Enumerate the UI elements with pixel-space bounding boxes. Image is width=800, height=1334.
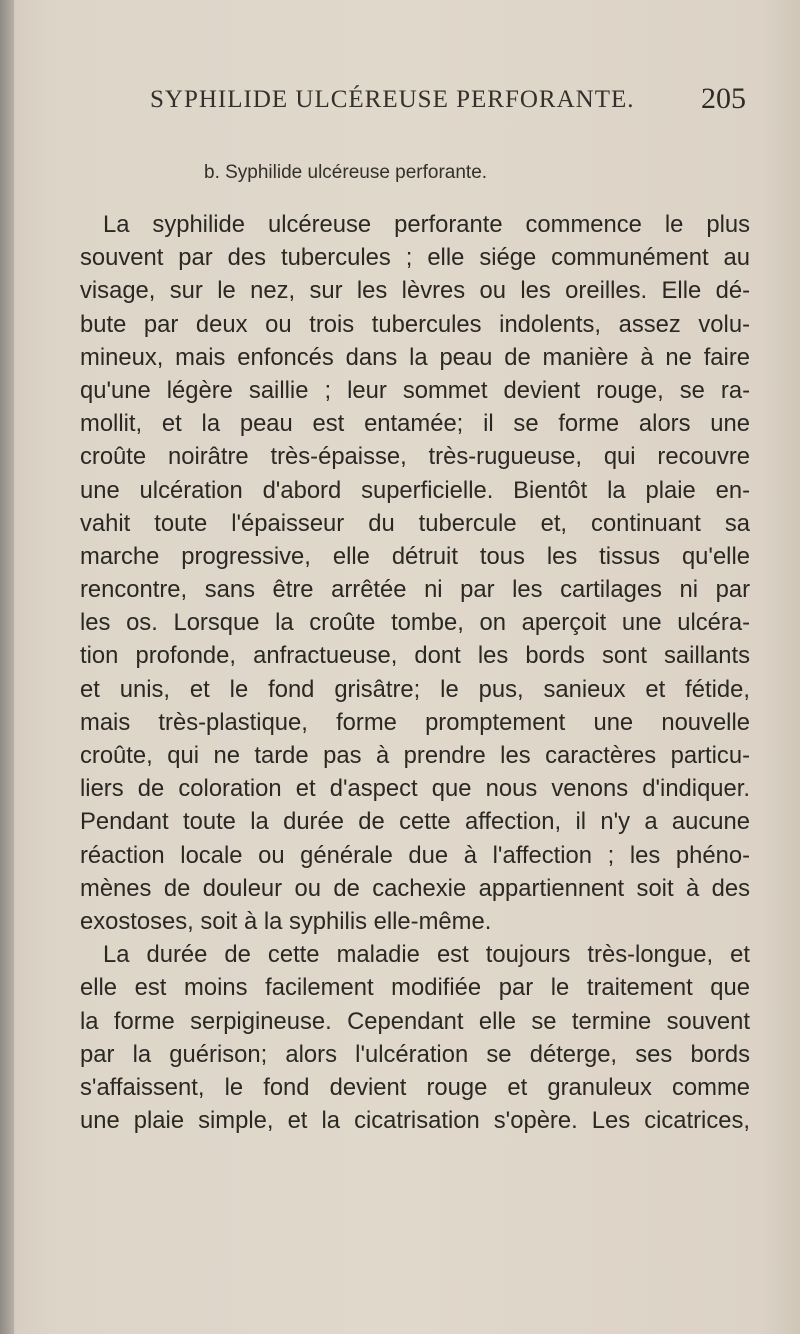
text-line: croûte noirâtre très-épaisse, très-rugueuse, qui recouvre <box>80 443 750 471</box>
text-line: souvent par des tubercules ; elle siége communément au <box>80 244 750 272</box>
text-line: les os. Lorsque la croûte tombe, on aperçoit une ulcéra- <box>80 609 750 637</box>
text-line: une plaie simple, et la cicatrisation s'opère. Les cicatrices, <box>80 1107 750 1135</box>
text-line: croûte, qui ne tarde pas à prendre les caractères particu- <box>80 742 750 769</box>
text-line: vahit toute l'épaisseur du tubercule et, continuant sa <box>80 509 750 537</box>
text-line: mollit, et la peau est entamée; il se forme alors une <box>80 410 750 438</box>
page-spine-shadow <box>0 0 14 1334</box>
section-title: b. Syphilide ulcéreuse perforante. <box>204 162 488 183</box>
body-text <box>80 208 750 1137</box>
text-line: et unis, et le fond grisâtre; le pus, sanieux et fétide, <box>80 675 750 703</box>
text-line: tion profonde, anfractueuse, dont les bords sont saillants <box>80 642 750 670</box>
text-line: rencontre, sans être arrêtée ni par les cartilages ni par <box>80 576 750 604</box>
text-line: exostoses, soit à la syphilis elle-même. <box>80 907 492 935</box>
text-line: mais très-plastique, forme promptement une nouvelle <box>80 708 750 736</box>
page-number: 205 <box>701 82 746 115</box>
text-line: liers de coloration et d'aspect que nous venons d'indiquer. <box>80 775 750 803</box>
text-line: qu'une légère saillie ; leur sommet devient rouge, se ra- <box>80 376 750 404</box>
text-line: marche progressive, elle détruit tous les tissus qu'elle <box>80 542 750 570</box>
text-line: bute par deux ou trois tubercules indolents, assez volu- <box>80 310 750 338</box>
text-line: la forme serpigineuse. Cependant elle se termine souvent <box>80 1007 750 1035</box>
text-line: mineux, mais enfoncés dans la peau de manière à ne faire <box>80 343 750 371</box>
text-line: La syphilide ulcéreuse perforante commence le plus <box>103 211 750 238</box>
text-line: visage, sur le nez, sur les lèvres ou les oreilles. Elle dé- <box>80 277 750 305</box>
text-line: elle est moins facilement modifiée par le traitement que <box>80 974 750 1002</box>
text-line: une ulcération d'abord superficielle. Bientôt la plaie en- <box>80 476 750 504</box>
text-line: par la guérison; alors l'ulcération se déterge, ses bords <box>80 1040 750 1068</box>
text-line: mènes de douleur ou de cachexie appartiennent soit à des <box>80 874 750 902</box>
text-line: s'affaissent, le fond devient rouge et granuleux comme <box>80 1073 750 1101</box>
page-header <box>150 82 746 126</box>
text-line: réaction locale ou générale due à l'affection ; les phéno- <box>80 841 750 869</box>
text-line: Pendant toute la durée de cette affection, il n'y a aucune <box>80 808 750 836</box>
running-title: SYPHILIDE ULCÉREUSE PERFORANTE. <box>150 86 635 113</box>
text-line: La durée de cette maladie est toujours très-longue, et <box>103 941 750 969</box>
